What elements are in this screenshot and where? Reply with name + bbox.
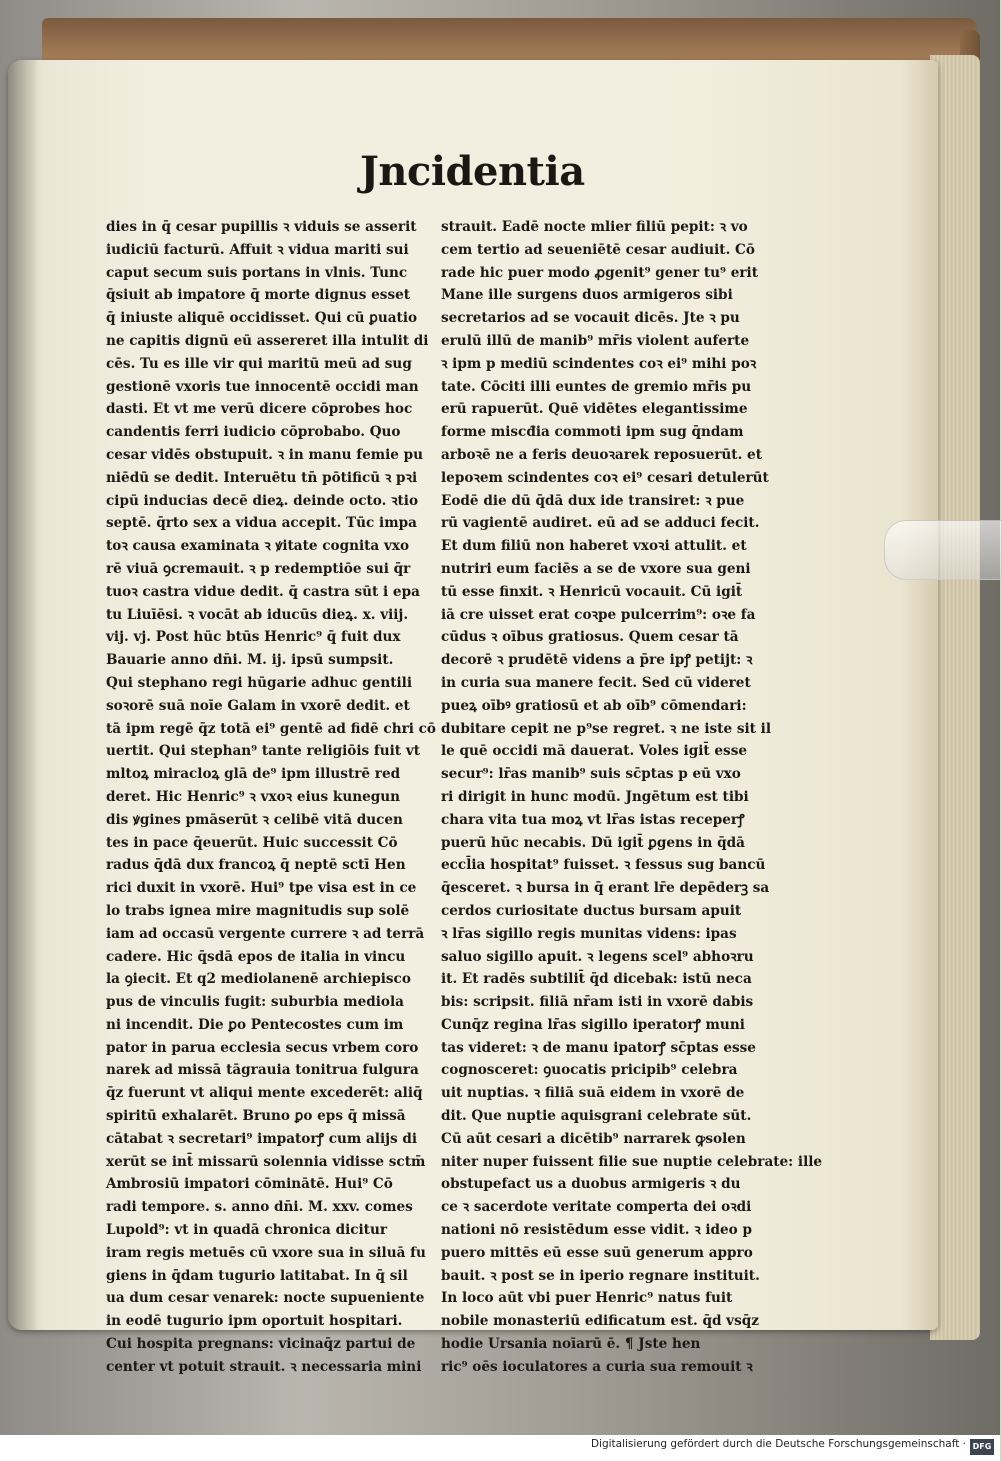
text-line: q̄z fuerunt vt aliqui mente excederēt: aliq̄ [106, 1085, 423, 1102]
text-line: lo trabs ignea mire magnitudis sup solē [106, 902, 410, 919]
text-line: q̄esceret. ꝛ bursa in q̄ erant lr̄e depēderꝫ sa [441, 880, 770, 897]
text-line: in eodē tugurio ipm oportuit hospitari. [106, 1313, 403, 1330]
text-line: cūdus ꝛ oībus gratiosus. Quem cesar tā [441, 629, 739, 646]
text-line: rici duxit in vxorē. Hui⁹ tpe visa est in ce [106, 880, 417, 897]
text-line: caput secum suis portans in vlnis. Tunc [106, 264, 408, 281]
text-line: Cū aūt cesari a dicētib⁹ narrarek ꝙsolen [441, 1130, 746, 1147]
text-line: chara vita tua moꝝ vt lr̄as istas receperꝭ [441, 811, 745, 828]
page-heading: Jncidentia [360, 148, 585, 195]
text-line: iam ad occasū vergente currere ꝛ ad terrā [106, 925, 425, 942]
text-line: erulū illū de manib⁹ mr̄is violent auferte [441, 332, 750, 349]
text-column-left [106, 216, 437, 1379]
text-line: forme miscđia commoti ipm sug q̄ndam [441, 424, 744, 441]
text-line: dis ꝟgines pmāserūt ꝛ celibē vitā ducen [106, 811, 403, 828]
text-line: q̄ iniuste aliquē occidisset. Qui cū ꝑuatio [106, 310, 418, 327]
text-line: Cui hospita pregnans: vicinaq̄z partui de [106, 1336, 416, 1353]
text-line: bis: scripsit. filiā nr̄am isti in vxorē dabis [441, 994, 754, 1011]
text-line: secretarios ad se vocauit dicēs. Jte ꝛ pu [441, 310, 740, 327]
text-line: decorē ꝛ prudētē videns a p̄re ipꝭ petijt: ꝛ [441, 652, 753, 669]
text-line: tā ipm regē q̄z totā ei⁹ gentē ad fidē chri cō [106, 720, 437, 737]
text-line: dit. Que nuptie aquisgrani celebrate sūt. [441, 1108, 752, 1125]
text-line: dasti. Et vt me verū dicere cōprobes hoc [106, 401, 413, 418]
text-line: soꝛorē suā noīe Galam in vxorē dedit. et [106, 697, 410, 714]
text-line: Ambrosiū impatori cōminātē. Hui⁹ Cō [106, 1176, 393, 1193]
text-line: la ꝯiecit. Et q2 mediolanenē archiepisco [106, 971, 411, 988]
text-line: dies in q̄ cesar pupillis ꝛ viduis se asserit [106, 219, 417, 235]
text-line: erū rapuerūt. Quē vidētes elegantissime [441, 401, 748, 418]
bookmark-strip [884, 520, 1002, 580]
text-line: tu Liuīēsi. ꝛ vocāt ab iducūs dieꝝ. x. viij. [106, 606, 409, 623]
text-line: le quē occidi mā dauerat. Voles igit̄ esse [441, 743, 747, 760]
text-line: lepoꝛem scindentes coꝛ ei⁹ cesari detulerūt [441, 469, 769, 486]
text-line: deret. Hic Henric⁹ ꝛ vxoꝛ eius kunegun [106, 788, 401, 805]
text-line: Bauarie anno dn̄i. M. ij. ipsū sumpsit. [106, 652, 394, 669]
text-line: Eodē die dū q̄dā dux ide transiret: ꝛ pue [441, 492, 745, 509]
text-line: ni incendit. Die ꝑo Pentecostes cum im [106, 1016, 404, 1033]
text-line: it. Et radēs subtilit̄ q̄d dicebak: istū neca [441, 971, 752, 988]
text-line: pus de vinculis fugit: suburbia mediola [106, 994, 404, 1011]
page-gutter [8, 60, 38, 1330]
text-line: nationi nō resistēdum esse vidit. ꝛ ideo p [441, 1222, 752, 1239]
text-line: radi tempore. s. anno dn̄i. M. xxv. comes [106, 1199, 413, 1216]
text-line: secur⁹: lr̄as manib⁹ suis sc̄ptas p eū vxo [441, 766, 741, 783]
text-line: puero mittēs eū esse suū generum appro [441, 1244, 753, 1261]
text-line: iā cre uisset erat coꝛpe pulcerrim⁹: oꝛe fa [441, 606, 756, 623]
text-line: iudiciū facturū. Affuit ꝛ vidua mariti sui [106, 241, 409, 258]
text-line: Et dum filiū non haberet vxoꝛi attulit. et [441, 538, 747, 555]
text-line: mltoꝝ miracloꝝ glā de⁹ ipm illustrē red [106, 766, 401, 783]
text-line: ꝛ lr̄as sigillo regis munitas videns: ipas [441, 925, 737, 942]
text-line: cem tertio ad seueniētē cesar audiuit. Cō [441, 241, 755, 258]
text-line: candentis ferri iudicio cōprobabo. Quo [106, 424, 401, 441]
text-line: eccl̄ia hospitat⁹ fuisset. ꝛ fessus sug bancū [441, 857, 766, 874]
text-line: vij. vj. Post hūc btūs Henric⁹ q̄ fuit dux [106, 629, 401, 646]
text-line: tes in pace q̄euerūt. Huic successit Cō [106, 834, 398, 851]
text-line: spiritū exhalarēt. Bruno ꝑo eps q̄ missā [106, 1108, 406, 1125]
text-line: nutriri eum faciēs a se de vxore sua geni [441, 560, 751, 577]
text-line: hodie Ursania noīarū ē. ¶ Jste hen [441, 1336, 701, 1353]
text-line: tate. Cōciti illi euntes de gremio mr̄is pu [441, 378, 752, 395]
text-line: radus q̄dā dux francoꝝ q̄ neptē sctī Hen [106, 857, 406, 874]
dfg-credit: Digitalisierung gefördert durch die Deutsche Forschungsgemeinschaft · [590, 1438, 966, 1450]
text-line: Mane ille surgens duos armigeros sibi [441, 287, 733, 304]
text-line: obstupefact us a duobus armigeris ꝛ du [441, 1176, 741, 1193]
text-line: iram regis metuēs cū vxore sua in siluā fu [106, 1244, 426, 1261]
text-line: puerū hūc necabis. Dū igit̄ ꝑgens in q̄dā [441, 834, 745, 851]
text-line: toꝛ causa examinata ꝛ ꝟitate cognita vxo [106, 538, 410, 555]
text-line: pator in parua ecclesia secus vrbem coro [106, 1039, 419, 1056]
text-line: cesar vidēs obstupuit. ꝛ in manu femie pu [106, 446, 424, 463]
text-line: cerdos curiositate ductus bursam apuit [441, 902, 742, 919]
text-line: Lupold⁹: vt in quadā chronica dicitur [106, 1222, 388, 1239]
text-line: cātabat ꝛ secretari⁹ impatorꝭ cum alijs di [106, 1130, 418, 1147]
text-line: niter nuper fuissent filie sue nuptie celebrate: ille [441, 1153, 823, 1170]
text-line: Cunq̄z regina lr̄as sigillo iperatorꝭ muni [441, 1016, 745, 1033]
text-line: nobile monasteriū edificatum est. q̄d vsq̄z [441, 1313, 759, 1330]
text-line: narek ad missā tāgrauia tonitrua fulgura [106, 1062, 419, 1079]
text-line: ne capitis dignū eū assereret illa intulit di [106, 332, 429, 349]
text-line: uit nuptias. ꝛ filiā suā eidem in vxorē de [441, 1085, 745, 1102]
text-line: uertit. Qui stephan⁹ tante religiōis fuit vt [106, 743, 420, 760]
text-column-right [441, 216, 823, 1379]
text-line: Qui stephano regi hūgarie adhuc gentili [106, 674, 412, 691]
text-line: ua dum cesar venarek: nocte supueniente [106, 1290, 425, 1307]
text-line: cognosceret: ꝯuocatis pricipib⁹ celebra [441, 1062, 738, 1079]
text-line: cadere. Hic q̄sdā epos de italia in vincu [106, 948, 406, 965]
text-line: ꝛ ipm p mediū scindentes coꝛ ei⁹ mihi poꝛ [441, 355, 757, 372]
text-line: pueꝝ oībꝰ gratiosū et ab oīb⁹ cōmendari: [441, 697, 747, 714]
text-line: tū esse finxit. ꝛ Henricū vocauit. Cū igit̄ [441, 583, 743, 600]
text-line: center vt potuit strauit. ꝛ necessaria mini [106, 1358, 422, 1375]
text-line: tuoꝛ castra vidue dedit. q̄ castra sūt i epa [106, 583, 420, 600]
text-line: septē. q̄rto sex a vidua accepit. Tūc impa [106, 515, 417, 532]
text-line: rū vagientē audiret. eū ad se adduci fecit. [441, 515, 760, 532]
dfg-logo: DFG [970, 1439, 994, 1455]
text-line: q̄siuit ab imꝑatore q̄ morte dignus esset [106, 287, 411, 304]
text-line: ri dirigit in hunc modū. Jngētum est tibi [441, 788, 749, 805]
text-line: niēdū se dedit. Interuētu tn̄ pōtificū ꝛ pꝛi [106, 469, 418, 486]
text-line: gestionē vxoris tue innocentē occidi man [106, 378, 419, 395]
text-line: rē viuā ꝯcremauit. ꝛ p redemptiōe sui q̄r [106, 560, 411, 577]
text-line: in curia sua manere fecit. Sed cū videret [441, 674, 751, 691]
text-line: cipū inducias decē dieꝝ. deinde octo. ꝛtio [106, 492, 419, 509]
text-line: ric⁹ oēs ioculatores a curia sua remouit ꝛ [441, 1358, 753, 1375]
text-line: saluo sigillo apuit. ꝛ legens scel⁹ abhoꝛru [441, 948, 754, 965]
text-line: strauit. Eadē nocte mlier filiū pepit: ꝛ vo [441, 219, 748, 235]
text-line: xerūt se int̄ missarū solennia vidisse sctm̄ [106, 1153, 426, 1170]
text-line: giens in q̄dam tugurio latitabat. In q̄ sil [106, 1267, 408, 1284]
text-line: bauit. ꝛ post se in iperio regnare instituit. [441, 1267, 760, 1284]
text-line: cēs. Tu es ille vir qui maritū meū ad sug [106, 355, 412, 372]
text-line: dubitare cepit ne p⁹se regret. ꝛ ne iste sit il [441, 720, 771, 737]
text-line: rade hic puer modo ꝓgenit⁹ gener tu⁹ erit [441, 264, 758, 281]
text-line: arboꝛē ne a feris deuoꝛarek reposuerūt. et [441, 446, 762, 463]
text-line: In loco aūt vbi puer Henric⁹ natus fuit [441, 1290, 733, 1307]
text-line: tas videret: ꝛ de manu ipatorꝭ sc̄ptas esse [441, 1039, 756, 1056]
text-line: ce ꝛ sacerdote veritate comperta dei oꝛdi [441, 1199, 752, 1216]
